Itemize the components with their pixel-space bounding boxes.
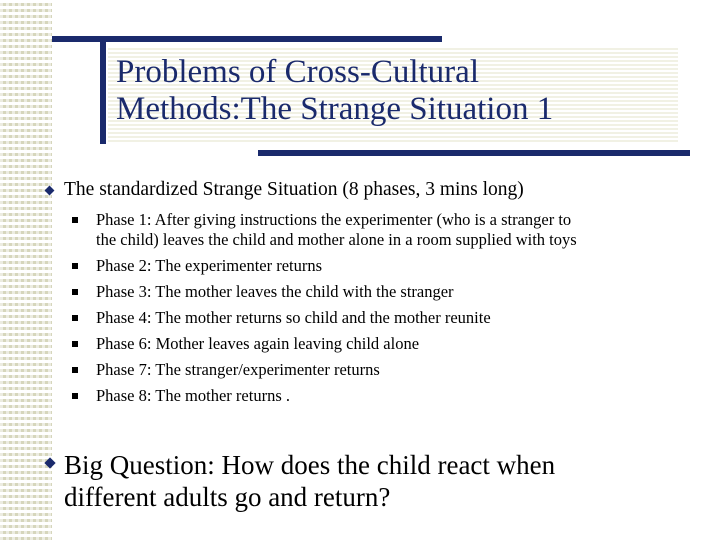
phase-8-text: Phase 8: The mother returns . xyxy=(96,386,290,405)
decorative-stripes-overlay xyxy=(0,0,52,540)
square-bullet-icon xyxy=(72,393,78,399)
big-question-line1: Big Question: How does the child react when xyxy=(64,450,556,480)
square-bullet-icon xyxy=(72,263,78,269)
square-bullet-icon xyxy=(72,217,78,223)
list-item xyxy=(72,282,692,302)
list-item xyxy=(72,386,692,406)
phase-1-line1: Phase 1: After giving instructions the experimenter (who is a stranger to xyxy=(96,210,572,229)
main-bullet-2-text xyxy=(64,449,684,513)
accent-bar-left xyxy=(100,36,106,144)
slide-title-line2: Methods:The Strange Situation 1 xyxy=(116,91,554,127)
phase-2-text: Phase 2: The experimenter returns xyxy=(96,256,323,275)
square-bullet-icon xyxy=(72,315,78,321)
accent-bar-top xyxy=(52,36,442,42)
phase-7-text: Phase 7: The stranger/experimenter returns xyxy=(96,360,380,379)
main-bullet-1-text: The standardized Strange Situation (8 phases, 3 mins long) xyxy=(64,179,524,200)
square-bullet-icon xyxy=(72,367,78,373)
big-question-line2: different adults go and return? xyxy=(64,482,391,512)
phase-3-text: Phase 3: The mother leaves the child with the stranger xyxy=(96,282,454,301)
phase-6-text: Phase 6: Mother leaves again leaving child alone xyxy=(96,334,420,353)
phase-4-text: Phase 4: The mother returns so child and the mother reunite xyxy=(96,308,491,327)
phase-1-line2: the child) leaves the child and mother alone in a room supplied with toys xyxy=(96,230,577,249)
phase-list xyxy=(72,210,692,412)
list-item xyxy=(72,308,692,328)
square-bullet-icon xyxy=(72,341,78,347)
accent-bar-bottom xyxy=(258,150,690,156)
square-bullet-icon xyxy=(72,289,78,295)
list-item xyxy=(72,210,692,250)
slide-title xyxy=(116,54,696,128)
list-item xyxy=(72,334,692,354)
slide-title-line1: Problems of Cross-Cultural xyxy=(116,54,479,90)
list-item xyxy=(72,256,692,276)
list-item xyxy=(72,360,692,380)
